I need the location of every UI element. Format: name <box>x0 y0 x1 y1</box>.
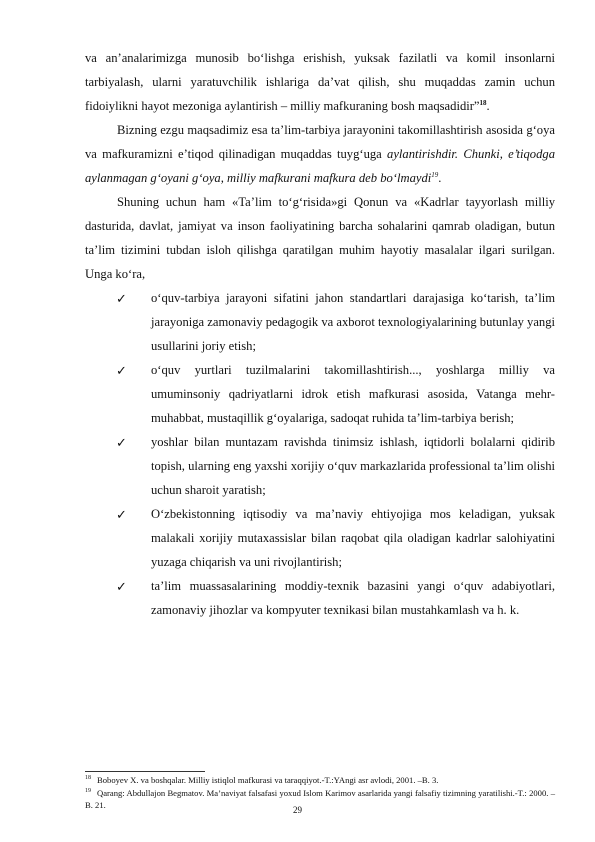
footnote-number: 18 <box>85 775 91 781</box>
paragraph-2 <box>85 118 555 190</box>
list-item <box>85 574 555 622</box>
footnote-18 <box>85 773 555 786</box>
list-item-text: o‘quv yurtlari tuzilmalarini takomillashtirish..., yoshlarga milliy va umuminsoniy qadriyatlarni idrok etish mafkurasi asosida, Vatanga mehr-muhabbat, mustaqillik g‘oyalariga, sadoqat ruhida ta’lim-tarbiya berish; <box>151 363 555 425</box>
paragraph-1-end: . <box>486 99 490 113</box>
list-item-text: o‘quv-tarbiya jarayoni sifatini jahon standartlari darajasiga ko‘tarish, ta’lim jarayoniga zamonaviy pedagogik va axborot texnologiyalarining butunlay yangi usullarini joriy etish; <box>151 291 555 353</box>
list-item <box>85 502 555 574</box>
list-item <box>85 358 555 430</box>
footnote-text: Boboyev X. va boshqalar. Milliy istiqlol mafkurasi va taraqqiyot.-T.:YAngi asr avlodi, 2001. –B. 3. <box>97 774 439 785</box>
paragraph-1-text: va an’analarimizga munosib bo‘lishga erishish, yuksak fazilatli va komil insonlarni tarbiyalash, ularni yaratuvchilik ishlariga da’vat qilish, shu muqaddas zamin uchun fidoiylikni hayot mezoniga aylantirish – milliy mafkuraning bosh maqsadidir” <box>85 51 555 113</box>
checkmark-icon: ✓ <box>116 292 127 307</box>
list-item <box>85 430 555 502</box>
paragraph-1 <box>85 46 555 118</box>
paragraph-2-text: Bizning ezgu maqsadimiz esa ta’lim-tarbiya jarayonini takomillashtirish asosida g‘oya va mafkuramizni e’tiqod qilinadigan muqaddas tuyg‘uga <box>85 123 555 161</box>
footnote-ref-18[interactable]: 18 <box>479 98 487 107</box>
list-item-text: yoshlar bilan muntazam ravishda tinimsiz ishlash, iqtidorli bolalarni qidirib topish, ularning eng yaxshi xorijiy o‘quv markazlarida professional ta’lim olishi uchun sharoit yaratish; <box>151 435 555 497</box>
footnote-text: Qarang: Abdullajon Begmatov. Ma’naviyat falsafasi yoxud Islom Karimov asarlarida yangi falsafiy tizimning yaratilishi.-T.: 2000. –B. 21. <box>85 788 555 810</box>
list-item <box>85 286 555 358</box>
checkmark-icon: ✓ <box>116 580 127 595</box>
list-item-text: O‘zbekistonning iqtisodiy va ma’naviy ehtiyojiga mos keladigan, yuksak malakali xorijiy mutaxassislar bilan raqobat qila oladigan kadrlar salohiyatini yuzaga chiqarish va uni rivojlantirish; <box>151 507 555 569</box>
checkmark-icon: ✓ <box>116 436 127 451</box>
list-item-text: ta’lim muassasalarining moddiy-texnik bazasini yangi o‘quv adabiyotlari, zamonaviy jihozlar va kompyuter texnikasi bilan mustahkamlash va h. k. <box>151 579 555 617</box>
checklist <box>85 286 555 622</box>
page-body <box>85 46 555 622</box>
paragraph-3: Shuning uchun ham «Ta’lim to‘g‘risida»gi Qonun va «Kadrlar tayyorlash milliy dasturida, davlat, jamiyat va inson faoliyatining barcha sohalarini qamrab oladigan, butun ta’lim tizimini tubdan isloh qilishga qaratilgan muhim hayotiy masalalar ilgari surilgan. Unga ko‘ra, <box>85 195 555 281</box>
footnote-divider <box>85 771 205 772</box>
footnote-number: 19 <box>85 788 91 795</box>
checkmark-icon: ✓ <box>116 508 127 523</box>
paragraph-2-italic: aylantirishdir. Chunki, e’tiqodga aylanmagan g‘oyani g‘oya, milliy mafkurani mafkura deb bo‘lmaydi <box>85 147 555 185</box>
checkmark-icon: ✓ <box>116 364 127 379</box>
paragraph-2-end: . <box>438 171 442 185</box>
footnote-ref-19[interactable]: 19 <box>431 170 439 179</box>
page-number: 29 <box>293 805 302 815</box>
